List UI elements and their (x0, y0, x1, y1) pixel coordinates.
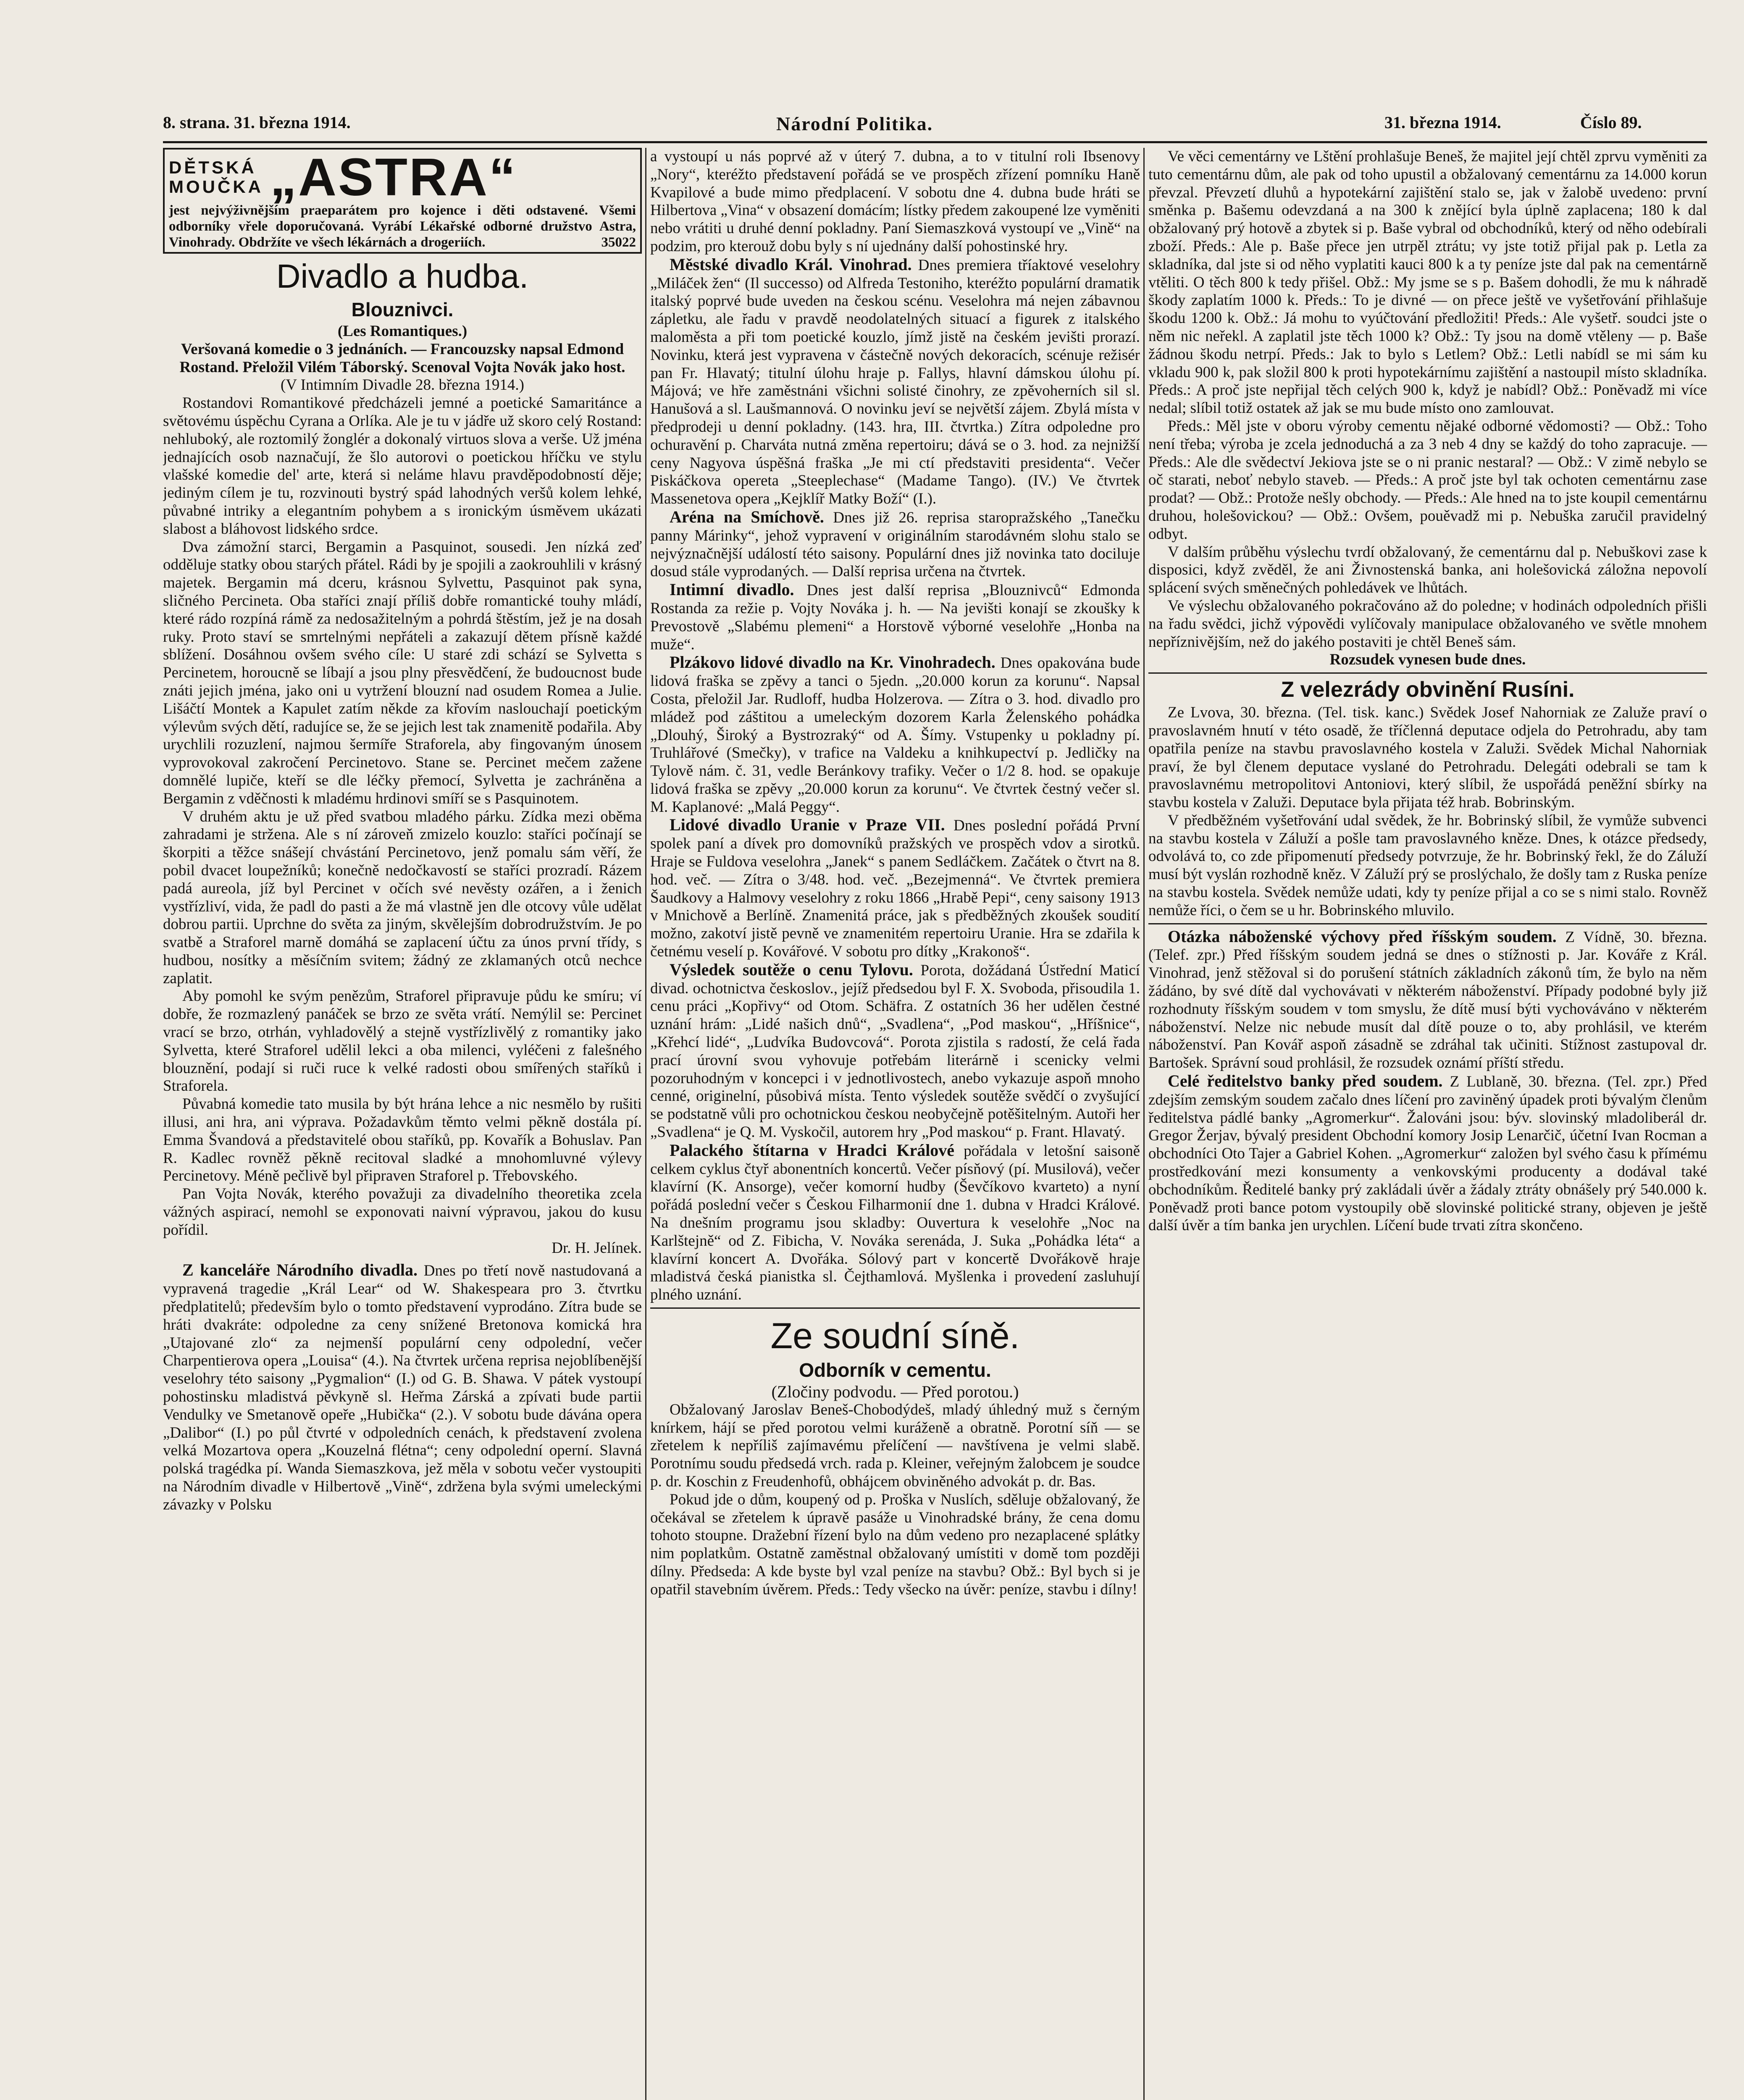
bank-article-title: Celé ředitelstvo banky před soudem. (1168, 1071, 1443, 1091)
notice-title: Intimní divadlo. (670, 580, 794, 599)
verdict-line: Rozsudek vynesen bude dnes. (1329, 651, 1526, 669)
notice-text: Dnes poslední pořádá První spolek paní a dívek pro domovníků pražských ve prospěch vdov a sirotků. Hraje se Fuldova veselohra „Janek“ s panem Sedláčkem. Začátek o čtvrt na 8. hod. več. — Zítra o 3/48. hod. več. „Bezejmenná“. Ve čtvrtek premiera Šaudkovy a Halmovy veselohry z roku 1866 „Hrabě Pepi“, ceny saisony 1913 v Mnichově a Berlíně. Znamenitá práce, jak s předběžných zkoušek soudití možno, zakotví jistě pevně ve znamenitém repertoiru Uranie. Hra se zdařila k četnému veselí p. Kovářové. V sobotu pro dítky „Krakonoš“. (650, 817, 1140, 961)
page-header-number: Číslo 89. (1580, 113, 1642, 132)
ad-label-line2: MOUČKA (169, 177, 263, 197)
review-venue: (V Intimním Divadle 28. března 1914.) (281, 376, 524, 394)
ad-body: jest nejvýživnějším praeparátem pro kojence i děti odstavené. Všemi odborníky vřele doporučovaná. Vyrábí Lékařské odborné družstvo Astra, Vinohrady. Obdržíte ve všech lékárnách a drogeriích. (169, 203, 636, 250)
court-article-title: Odborník v cementu. (799, 1359, 991, 1381)
religion-text: Z Vídně, 30. března. (Telef. zpr.) Před říšským soudem jedná se dnes o stížnosti p. Jar. Kováře z Král. Vinohrad, jenž stěžoval si do porušení státních základních zákonů tím, že bylo na něm žádáno, by své dítě dal vychovávati v některém náboženství. Případy podobné byly již rozhodnuty říšským soudem v tom smyslu, že dítě musí býti vychováváno v některém náboženství. Nelze nic nebude musít dal dítě pouze o to, aby prohlásil, ve kterém náboženství. Pan Kovář aspoň zásadně se zdráhal tak učiniti. Stížnost zastupoval dr. Bartošek. Správní soud prohlásil, že rozsudek oznámí příští středu. (1148, 928, 1707, 1072)
notice-title: Palackého štítarna v Hradci Králové (670, 1140, 955, 1160)
theatre-notice (650, 1142, 1140, 1304)
court-paragraph: Předs.: Měl jste v oboru výroby cementu nějaké odborné vědomosti? — Obž.: Toho není třeba; výroba je zcela jednoduchá a za 3 neb 4 dny se každý do toho zapracuje. — Předs.: Ale dle svědectví Jekiova jste se o ni pranic nestaral? — Obž.: V zimě nebylo se oč starati, neboť nebylo staveb. — Předs.: A proč jste byl tak ochoten cementárnu zase prodat? — Obž.: Protože nešly obchody. — Předs.: Ale hned na to jste koupil cementárnu druhou, holešovickou? — Obž.: Ovšem, pouěvadž mi p. Nebuška zaručil pravidelný odbyt. (1148, 417, 1707, 543)
review-title: Blouznivci. (351, 299, 454, 320)
page-header-left: 8. strana. 31. března 1914. (163, 113, 351, 132)
continued-paragraph: a vystoupí u nás poprvé až v úterý 7. dubna, a to v titulní roli Ibsenovy „Nory“, kteréžto představení pořádá se ve prospěch zřízení pomníku Haně Kvapilové a bude mimo předplacení. V sobotu dne 4. dubna bude hráti se Hilbertova „Vina“ v obsazení domácím; lístky předem zakoupené lze vyměniti nebo vrátiti u druhé denní pokladny. Paní Siemaszková vystoupí ve „Vině“ na podzim, pro kterouž dobu byly s ní ujednány další pohostinské hry. (650, 148, 1140, 255)
treason-article-title: Z velezrády obvinění Rusíni. (1281, 677, 1575, 702)
notice-title: Městské divadlo Král. Vinohrad. (670, 255, 912, 274)
court-paragraph: Ve výslechu obžalovaného pokračováno až do poledne; v hodinách odpoledních přišli na řadu svědci, jichž výpovědi vylíčovaly manipulace obžalovaného ve světle mnohem nepříznivějším, než do jakého postaviti je chtěl Beneš sám. (1148, 597, 1707, 651)
header-rule (163, 141, 1707, 143)
court-paragraph: Pokud jde o dům, koupený od p. Proška v Nuslích, sděluje obžalovaný, že očekával se zřetelem k úpravě pasáže u Vinohradské brány, že cena domu tohoto stoupne. Dražební řízení bylo na dům vedeno pro nezaplacené splátky nim poplatkům. Ostatně zaměstnal obžalovaný umístiti v domě tom později dílny. Předseda: A kde byste byl vzal peníze na stavbu? Obž.: Byl bych si je opatřil stavebním úvěrem. Předs.: Tedy všecko na úvěr: peníze, stavbu i dílny! (650, 1491, 1140, 1598)
section-rule (650, 1307, 1140, 1309)
review-paragraph: Pan Vojta Novák, kterého považuji za divadelního theoretika zcela vážných aspirací, nemohl se exponovati naivní výpravou, jakou do kusu pořídil. (163, 1185, 642, 1239)
column-divider-1 (645, 148, 646, 2100)
review-paragraph: V druhém aktu je už před svatbou mladého párku. Zídka mezi oběma zahradami je stržena. Ale s ní zároveň zmizelo kouzlo: staříci počínají se škorpiti a těžce snášejí chvástání Percinetovo, jenž pomalu sám věří, že pobil dvacet loupežníků; konečně nedočkavostí se staříci prozradí. Rázem padá aureola, jíž byl Percinet v očích své nevěsty ozářen, a i ženich vystřízliví, vida, že padl do pasti a že má vlastně jen dle otcovy vůle udělat dobrou partii. Uprchne do světa za jiným, skvělejším dobrodružstvím. Je po svatbě a Straforel marně domáhá se zaplacení účtu za únos první třídy, s hudbou, nosítky a měsíčním svitem; žádný ze zklamaných otců nechce zaplatit. (163, 808, 642, 987)
section-title-theatre: Divadlo a hudba. (276, 257, 529, 295)
notice-text: Porota, dožádaná Ústřední Maticí divad. ochotnictva českoslov., jejíž předsedou byl F. X. Svoboda, přisoudila 1. cenu práci „Kopřivy“ od Otom. Schäfra. Z ostatních 36 her udělen čestné uznání hrám: „Lidé našich dnů“, „Svadlena“, „Pod maskou“, „Hříšnice“, „Křehcí lidé“, „Ludvíka Budovcová“. Porota zjistila s radostí, že celá řada prací úrovní svou vyhovuje potřebám literárně i scenicky velmi pozoruhodným v koncepci i v jednotlivostech, anebo vykazuje aspoň mnoho cenné, originelní, působivá místa. Tento výsledek soutěže svědčí o zvyšující se podstatně vůli pro ochotnickou českou neobyčejně potěšitelným. Autoři her „Svadlena“ je Q. M. Vyskočil, autorem hry „Pod maskou“ p. Frant. Hlavatý. (650, 961, 1140, 1141)
ad-code: 35022 (601, 235, 636, 250)
notice-text: Dnes opakována bude lidová fraška se zpěvy a tanci o 5jedn. „20.000 korun za korunu“. Napsal Costa, přeložil Jar. Rudloff, hudba Holzerova. — Zítra o 3. hod. divadlo pro mládež pod záštitou a umeleckým dozorem Karla Želenského pohádka „Dlouhý, Široký a Bystrozraký“ od A. Šímy. Vstupenky u pokladny pí. Truhlářové (Smečky), v trafice na Valdeku a knihkupectví p. Jedličky na Tylově nám. č. 31, vedle Beránkovy trafiky. Večer o 1/2 8. hod. se opakuje lidová fraška se zpěvy „20.000 korun za korunu“. Ve čtvrtek čestný večer sl. M. Kaplanové: „Malá Peggy“. (650, 654, 1140, 816)
theatre-notice (650, 581, 1140, 654)
notice-title: Plzákovo lidové divadlo na Kr. Vinohradech. (670, 653, 995, 672)
theatre-notice (650, 961, 1140, 1142)
court-paragraph: V dalším průběhu výslechu tvrdí obžalovaný, že cementárnu dal p. Nebuškovi zase k disposici, když zvěděl, že ani Živnostenská banka, ani holešovická záložna nepovolí splácení svých směnečných pohledávek ve lhůtách. (1148, 543, 1707, 597)
religion-article-title: Otázka náboženské výchovy před říšským soudem. (1168, 927, 1557, 946)
notice-text: Dnes premiera tříaktové veselohry „Miláček žen“ (Il successo) od Alfreda Testoniho, kteréžto populární dramatik italský poprvé bude uveden na českou scénu. Veselohra má nejen zábavnou zápletku, ale řadu v pravdě neodolatelných situací a figurek z italského maloměsta a při tom poetické kouzlo, jímž jistě na českém jevišti prorazí. Novinku, která jest vypravena v částečně nových dekoracích, scénuje režisér pan Fr. Hlavatý; titulní úlohu hraje p. Fallys, hlavní dámskou úlohu pí. Májová; ve hře zaměstnáni všichni solisté činohry, ze zpěvoherních sil sl. Hanušová a sl. Laušmannová. O novinku jeví se největší zájem. Zbylá místa v předprodeji u denní pokladny. (143. hra, III. čtvrtka.) Zítra odpoledne pro ochuravění p. Charváta nutná změna repertoiru; dává se o 3. hod. za nejnižší ceny Nagyova úspěšná fraška „Je mi ctí představiti presidenta“. Večer Piskáčkova opereta „Steeplechase“ (Madame Tango). (IV.) Ve čtvrtek Massenetova opera „Kejklíř Matky Boží“ (I.). (650, 256, 1140, 508)
column-divider-2 (1143, 148, 1145, 2100)
treason-paragraph: V předběžném vyšetřování udal svědek, že hr. Bobrinský slíbil, že vymůže subvenci na stavbu kostela v Záluží a pošle tam pravoslavného kněze. Dnes, k otázce předsedy, odvolává to, co zde připomenutí předsedy potvrzuje, že hr. Bobrinský řekl, že do Záluží musí být vyslán rozhodně kněz. V Záluží prý se proslýchalo, že došly tam z Ruska peníze na stavbu kostela. Svědek nemůže udati, kdy ty peníze přijal a co se s nimi stalo. Rovněž nemůže říci, o čem se u hr. Bobrinského mluvilo. (1148, 811, 1707, 919)
page-header-date: 31. března 1914. (1384, 113, 1501, 132)
review-paragraph: Dva zámožní starci, Bergamin a Pasquinot, sousedi. Jen nízká zeď odděluje statky obou starých přátel. Rádi by je spojili a zaokrouhlili v krásný majetek. Bergamin má dceru, krásnou Sylvettu, Pasquinot pak syna, sličného Percineta. Oba staříci znají příliš dobře romantické touhy mládí, které rádo rozpíná rámě za nedosažitelným a pohrdá štěstím, jež je na dosah ruky. Proto staví se smrtelnými nepřáteli a zakazují dětem přísně každé sblížení. Dosáhnou ovšem svého cíle: U staré zdi schází se Sylvetta s Percinetem, horoucně se líbají a jsou plny přesvědčení, že budoucnost bude znáti jejich jména, jako oni u vytržení blouzní nad osudem Romea a Julie. Lišáčtí Montek a Kapulet zatím někde za křovím naslouchají poetickým výlevům svých dětí, radujíce se, že se jejich lest tak znamenitě podařila. Aby urychlili rozuzlení, najmou šermíře Straforela, aby fingovaným únosem vyprovokoval zakročení Percinetovo. Stane se. Percinet mečem zažene domnělé lupiče, kteří se dle léčky přemocí, Sylvetta je zachráněna a Bergamin z vděčnosti k mladému hrdinovi smíří se s Pasquinotem. (163, 538, 642, 807)
review-paragraph: Rostandovi Romantikové předcházeli jemné a poetické Samaritánce a světovému úspěchu Cyrana a Orlíka. Ale je tu v jádře už skoro celý Rostand: nehluboký, ale roztomilý žonglér a dokonalý virtuos slova a verše. Už jména jednajících osob naznačují, že šlo autorovi o poetickou hříčku ve stylu vlašské komedie del' arte, která si neláme hlavu pravděpodobností děje; jediným cílem je tu, rozvinouti bystrý spád lahodných veršů kolem lehké, půvabné intriky a elegantním pohybem a s ironickým úsměvem ukázati slabost a bláhovost lidského srdce. (163, 394, 642, 538)
theatre-notice (650, 256, 1140, 508)
column-1 (163, 148, 642, 2100)
review-paragraph: Půvabná komedie tato musila by být hrána lehce a nic nesmělo by rušiti illusi, ani hra, ani výprava. Požadavkům těmto velmi pěkně dostála pí. Emma Švandová a představitelé obou staříků, pp. Kovařík a Bohuslav. Pan R. Kadlec rovněž pěkně recitoval sladké a mnohomluvné výlevy Percinetovy. Méně pečlivě byl připraven Straforel p. Třebovského. (163, 1095, 642, 1185)
bank-text: Z Lublaně, 30. března. (Tel. zpr.) Před zdejším zemským soudem začalo dnes líčení pro zaviněný úpadek proti bývalým členům ředitelstva pádlé banky „Agromerkur“. Žalováni jsou: býv. slovinský mladoliberál dr. Gregor Žerjav, bývalý president Obchodní komory Josip Lenarčič, účetní Ivan Rocman a obchodníci Oto Tajer a Gabriel Kohen. „Agromerkur“ založen byl svého času k přímému prostředkování mezi konsumenty a venkovskými producenty a dodával také obchodníkům. Ředitelé banky prý zakládali úvěr a žádaly ztráty obnášely prý 540.000 k. Poněvadž proti bance potom vystoupily obě slovinské politické strany, objeven je ještě další úvěr a tím banka jen urychlen. Líčení bude trvati zítra skončeno. (1148, 1073, 1707, 1234)
masthead-title: Národní Politika. (776, 113, 933, 134)
notice-text: Dnes po třetí nově nastudovaná a vypravená tragedie „Král Lear“ od W. Shakespeara pro 3. čtvrtku předplatitelů; především bylo o tomto představení vyprodáno. Zítra bude se hráti dvakráte: odpoledne za ceny snížené Bretonova komická hra „Utajované zlo“ za nejmenší populární ceny odpolední, večer Charpentierova opera „Louisa“ (4.). Na čtvrtek určena reprisa nejoblíbenější veselohry této saisony „Pygmalion“ (I.) od G. B. Shawa. V pátek vystoupí pohostinsku mladistvá pěvkyně sl. Heřma Zárská a zpívati bude partii Vendulky ve Smetanově opeře „Hubička“ (2.). V sobotu bude dávána opera „Dalibor“ (I.) po půl čtvrté v odpoledních cenách, k představení zvolena velká Mozartova opera „Kouzelná flétna“; ceny odpolední operní. Slavná polská tragédka pí. Wanda Siemaszkova, jež měla v sobotu večer vystoupiti na Národním divadle v Hilbertově „Vině“, zdržena byla svými umeleckými závazky v Polsku (163, 1262, 642, 1513)
column-3 (1148, 148, 1707, 2100)
column-2 (650, 148, 1140, 2100)
notice-title: Z kanceláře Národního divadla. (182, 1260, 418, 1280)
court-paragraph: Obžalovaný Jaroslav Beneš-Chobodýdeš, mladý úhledný muž s černým knírkem, hájí se před porotou velmi kuráženě a obratně. Porotní síň — se zřetelem k nepříliš zajímavému přelíčení — navštívena je velmi slabě. Porotnímu soudu předsedá vrch. rada p. Kleiner, veřejným žalobcem je soudce p. dr. Koschin z Freudenhofů, obhájcem obviněného advokát p. dr. Bas. (650, 1401, 1140, 1490)
theatre-notice (650, 508, 1140, 581)
notice-title: Lidové divadlo Uranie v Praze VII. (670, 815, 945, 835)
notice-title: Výsledek soutěže o cenu Tylovu. (670, 960, 913, 979)
review-signature: Dr. H. Jelínek. (552, 1239, 642, 1257)
court-article-subtitle: (Zločiny podvodu. — Před porotou.) (771, 1382, 1019, 1401)
notice-title: Aréna na Smíchově. (670, 507, 824, 526)
review-original-title: (Les Romantiques.) (337, 323, 468, 340)
section-title-court: Ze soudní síně. (770, 1316, 1020, 1356)
theatre-notice (650, 816, 1140, 961)
section-rule (1148, 672, 1707, 674)
ad-brand-name: „ASTRA“ (270, 148, 517, 207)
theatre-notice (650, 654, 1140, 816)
court-paragraph: Ve věci cementárny ve Lštění prohlašuje Beneš, že majitel její chtěl zprvu vyměniti za tuto cementárnu dům, ale pak od toho upustil a obžalovaný cementárnu za 14.000 korun převzal. Převzetí dluhů a hypotekární zajištění stalo se, jak v žalobě uvedeno: první směnka p. Bašemu odevzdaná a na 300 k znějící byla úplně zaplacena; 180 k dal obžalovaný prý hotově a zbytek si p. Baše vybral od obchodníků, který od něho odebírali zboží. Předs.: Ale p. Baše přece jen utrpěl ztrátu; vy jste totiž přijal pak p. Letla za skladníka, dal jste si od něho vyplatiti kauci 800 k a ty peníze jste dal pak na cementárně vtěliti. O těch 800 k tedy přišel. Obž.: My jsme se s p. Bašem dohodli, že mu k náhradě škody zaplatím 1000 k. Předs.: To je divné — on přece ještě ve vyšetřování přihlašuje škodu 1200 k. Obž.: Já mohu to vyúčtování předložiti! Předs.: Ale vyšetř. soudci jste o něm nic neřekl. A zaplatil jste těch 1000 k? Obž.: Ty jsou na domě vtěleny — p. Baše žádnou škodu netrpí. Předs.: Jak to bylo s Letlem? Obž.: Letli nabídl se mi sám ku vkladu 900 k, pak složil 800 k proti hypotekárnímu zajištění a nastoupil místo skladníka. Předs.: A proč jste nepřijal těch celých 900 k, když je nabídl? Obž.: Poněvadž mi více nedal; slíbil totiž ostatek až jak se mu bude místo ono zamlouvat. (1148, 148, 1707, 417)
notice-text: Dnes jest další reprisa „Blouznivců“ Edmonda Rostanda za režie p. Vojty Nováka j. h. — Na jevišti konají se zkoušky k Prevostově „Slabému plemeni“ a Horstově výborné veselohře „Honba na muže“. (650, 582, 1140, 653)
section-rule (1148, 923, 1707, 924)
notice-text: pořádala v letošní saisoně celkem cyklus čtyř abonentních koncertů. Večer písňový (pí. Musilová), večer klavírní (K. Ansorge), večer komorní hudby (Ševčíkovo kvarteto) a nyní pořádá poslední večer s Českou Filharmonií dne 1. dubna v Hradci Králové. Na dnešním programu jsou skladby: Ouvertura k veselohře „Noc na Karlštejně“ od Z. Fibicha, V. Nováka serenáda, J. Suka „Pohádka léta“ a klavírní koncert A. Dvořáka. Sólový part v koncertě Dvořákově hraje mladistvá česká pianistka sl. Čejthamlová. Myšlenka i provedení zasluhují plného uznání. (650, 1142, 1140, 1304)
review-paragraph: Aby pomohl ke svým penězům, Straforel připravuje půdu ke smíru; ví dobře, že rozmazlený panáček se brzo ze světa vrátí. Nemýlil se: Percinet vrací se brzo, otrhán, vyhladovělý a stejně vystřízlivělý z romantiky jako Sylvetta, které Straforel udělil lekci a oba milenci, vyléčeni z falešného blouznění, podají si ruči ruce k velké radosti obou smířených staříků i Straforela. (163, 987, 642, 1095)
review-byline: Veršovaná komedie o 3 jednáních. — Francouzsky napsal Edmond Rostand. Přeložil Vilém Táborský. Scenoval Vojta Novák jako host. (179, 340, 625, 376)
astra-advertisement (163, 148, 642, 254)
notice-text: Dnes již 26. reprisa staropražského „Tanečku panny Márinky“, jehož vypravení v originálním starodávném slohu stalo se nejvýznačnější událostí této saisony. Populární dnes již novinka tato dociluje dosud stále vyprodaných. — Další reprisa určena na čtvrtek. (650, 509, 1140, 580)
ad-label-line1: DĚTSKÁ (169, 158, 257, 177)
treason-paragraph: Ze Lvova, 30. března. (Tel. tisk. kanc.) Svědek Josef Nahorniak ze Zaluže praví o pravoslavném hnutí v této osadě, že tříčlenná deputace odjela do Petrohradu, aby tam opatřila peníze na stavbu pravoslavného kostela v Zaluži. Svědek Michal Nahorniak praví, že byl členem deputace vyslané do Petrohradu. Delegáti odebrali se tam k pravoslavnému metropolitovi Antoniovi, který slíbil, že uspořádá peněžní sbírky na stavbu kostela v Zaluži. Deputace byla přijata též hrab. Bobrinským. (1148, 704, 1707, 811)
